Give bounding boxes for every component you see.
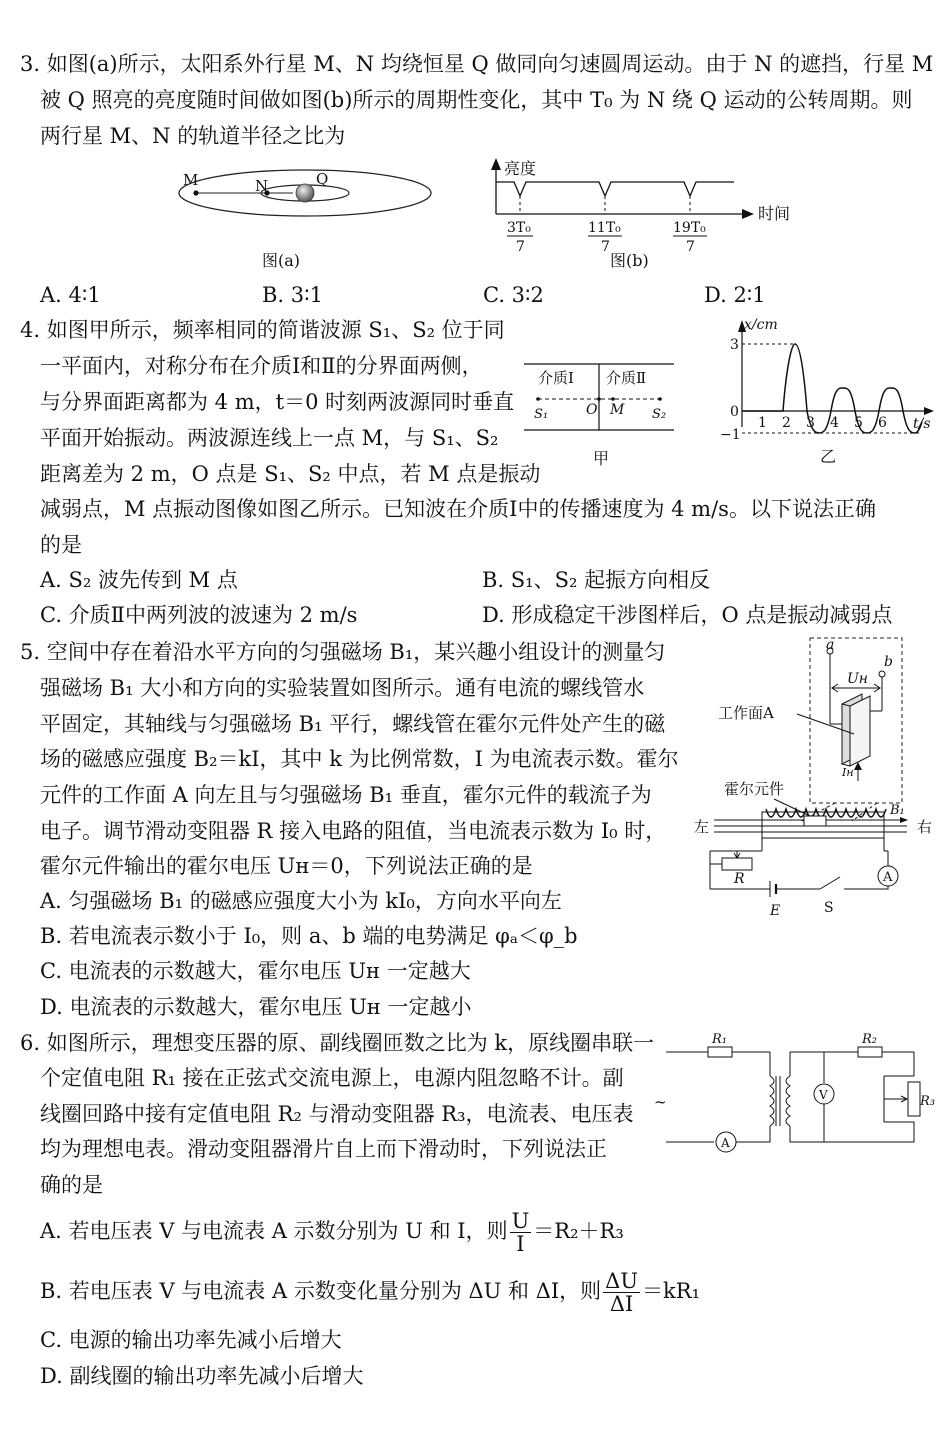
- svg-text:7: 7: [516, 239, 525, 255]
- svg-text:3: 3: [730, 337, 739, 353]
- q5-figure-hall: [692, 636, 942, 921]
- q6-option-b[interactable]: B. 若电压表 V 与电流表 A 示数变化量分别为 ΔU 和 ΔI，则 $\frac{\Delta U}{\Delta I}$ ＝kR₁: [40, 1269, 701, 1316]
- star-q: [296, 184, 314, 202]
- q5-option-c[interactable]: C. 电流表的示数越大，霍尔电压 Uн 一定越大: [40, 959, 471, 983]
- svg-text:乙: 乙: [820, 447, 837, 466]
- q4-line-3: 与分界面距离都为 4 m，t＝0 时刻两波源同时垂直: [40, 390, 515, 414]
- svg-text:1: 1: [758, 415, 767, 431]
- svg-text:19T₀: 19T₀: [673, 220, 706, 236]
- svg-text:~: ~: [654, 1093, 667, 1111]
- q4-line-7: 的是: [40, 533, 82, 557]
- q6-line-2: 个定值电阻 R₁ 接在正弦式交流电源上，电源内阻忽略不计。副: [40, 1066, 624, 1090]
- tick-3t0-7: [507, 220, 533, 255]
- svg-text:A: A: [721, 1136, 730, 1150]
- tick-11t0-7: [588, 220, 622, 255]
- fraction-u-over-i: $\frac{U}{I}$: [511, 1209, 530, 1256]
- svg-text:7: 7: [601, 239, 610, 255]
- q4-option-d[interactable]: D. 形成稳定干涉图样后，O 点是振动减弱点: [482, 603, 893, 627]
- svg-text:Iн: Iн: [842, 766, 854, 779]
- svg-text:t/s: t/s: [913, 416, 931, 432]
- q6-figure-circuit: [652, 1030, 942, 1155]
- q3-option-d[interactable]: D. 2∶1: [704, 283, 766, 307]
- q5-line-4: 场的磁感应强度 B₂＝kI，其中 k 为比例常数，I 为电流表示数。霍尔: [40, 747, 679, 771]
- svg-text:R₁: R₁: [712, 1032, 727, 1047]
- q5-option-d[interactable]: D. 电流表的示数越大，霍尔电压 Uн 一定越小: [40, 995, 472, 1019]
- q4-option-a[interactable]: A. S₂ 波先传到 M 点: [40, 568, 238, 592]
- svg-text:2: 2: [782, 415, 791, 431]
- svg-text:S₁: S₁: [534, 407, 549, 422]
- svg-text:甲: 甲: [593, 449, 610, 468]
- q3-option-c[interactable]: C. 3∶2: [483, 283, 544, 307]
- svg-text:A: A: [883, 870, 893, 885]
- q3-line-2: 被 Q 照亮的亮度随时间做如图(b)所示的周期性变化，其中 T₀ 为 N 绕 Q 运动的公转周期。则: [40, 88, 913, 112]
- q3-option-b[interactable]: B. 3∶1: [262, 283, 323, 307]
- q4-figure-jia: [522, 358, 682, 473]
- svg-text:Q: Q: [316, 170, 329, 188]
- svg-text:时间: 时间: [758, 204, 791, 223]
- svg-text:0: 0: [730, 404, 739, 420]
- q4-line-5: 距离差为 2 m，O 点是 S₁、S₂ 中点，若 M 点是振动: [40, 462, 541, 486]
- svg-text:S₂: S₂: [652, 407, 667, 422]
- svg-text:4: 4: [830, 415, 839, 431]
- q5-line-2: 强磁场 B₁ 大小和方向的实验装置如图所示。通有电流的螺线管水: [40, 676, 645, 700]
- svg-text:图(b): 图(b): [610, 251, 649, 270]
- svg-text:Uн: Uн: [847, 671, 869, 687]
- svg-text:M: M: [183, 171, 199, 189]
- svg-text:x/cm: x/cm: [744, 317, 778, 333]
- svg-text:R₃: R₃: [920, 1094, 935, 1109]
- q3-option-a[interactable]: A. 4∶1: [40, 283, 101, 307]
- svg-text:−1: −1: [720, 427, 741, 443]
- svg-text:左: 左: [694, 818, 710, 836]
- svg-text:介质Ⅱ: 介质Ⅱ: [606, 369, 647, 387]
- svg-text:M: M: [610, 402, 625, 418]
- q3-line-3: 两行星 M、N 的轨道半径之比为: [40, 124, 346, 148]
- svg-text:右: 右: [917, 818, 933, 836]
- svg-text:工作面A: 工作面A: [718, 704, 774, 722]
- q6-option-d[interactable]: D. 副线圈的输出功率先减小后增大: [40, 1364, 364, 1388]
- q3-figure-b: [480, 152, 810, 277]
- svg-text:O: O: [586, 402, 598, 418]
- q4-line-2: 一平面内，对称分布在介质Ⅰ和Ⅱ的分界面两侧，: [40, 354, 483, 378]
- svg-text:E: E: [770, 903, 781, 919]
- q6-option-c[interactable]: C. 电源的输出功率先减小后增大: [40, 1328, 342, 1352]
- q6-line-1: 6. 如图所示，理想变压器的原、副线圈匝数之比为 k，原线圈串联一: [20, 1031, 655, 1055]
- tick-19t0-7: [673, 220, 707, 255]
- svg-text:b: b: [884, 654, 893, 670]
- q6-line-4: 均为理想电表。滑动变阻器滑片自上而下滑动时，下列说法正: [40, 1137, 607, 1161]
- q4-line-4: 平面开始振动。两波源连线上一点 M，与 S₁、S₂: [40, 426, 499, 450]
- q5-line-5: 元件的工作面 A 向左且与匀强磁场 B₁ 垂直，霍尔元件的载流子为: [40, 783, 652, 807]
- svg-text:a: a: [826, 637, 835, 653]
- q4-option-b[interactable]: B. S₁、S₂ 起振方向相反: [482, 568, 711, 592]
- svg-text:3: 3: [806, 415, 815, 431]
- q4-figure-yi: [720, 312, 942, 472]
- q4-option-c[interactable]: C. 介质Ⅱ中两列波的波速为 2 m/s: [40, 603, 358, 627]
- svg-text:5: 5: [854, 415, 863, 431]
- q5-line-6: 电子。调节滑动变阻器 R 接入电路的阻值，当电流表示数为 I₀ 时，: [40, 819, 667, 843]
- q6-line-3: 线圈回路中接有定值电阻 R₂ 与滑动变阻器 R₃，电流表、电压表: [40, 1102, 634, 1126]
- q3-figure-a: [175, 165, 440, 275]
- fraction-du-over-di: $\frac{\Delta U}{\Delta I}$: [605, 1269, 639, 1316]
- svg-text:S: S: [824, 900, 834, 916]
- q5-option-b[interactable]: B. 若电流表示数小于 I₀，则 a、b 端的电势满足 φₐ＜φ_b: [40, 924, 578, 948]
- q5-line-1: 5. 空间中存在着沿水平方向的匀强磁场 B₁，某兴趣小组设计的测量匀: [20, 640, 666, 664]
- svg-text:图(a): 图(a): [262, 251, 301, 270]
- svg-text:N: N: [255, 177, 269, 195]
- svg-text:介质Ⅰ: 介质Ⅰ: [538, 369, 574, 387]
- q4-line-1: 4. 如图甲所示，频率相同的简谐波源 S₁、S₂ 位于同: [20, 318, 505, 342]
- svg-text:7: 7: [686, 239, 695, 255]
- svg-text:3T₀: 3T₀: [507, 220, 531, 236]
- svg-text:R: R: [734, 871, 745, 887]
- svg-text:B₁: B₁: [890, 803, 905, 818]
- q5-line-7: 霍尔元件输出的霍尔电压 Uн＝0，下列说法正确的是: [40, 854, 533, 878]
- q5-option-a[interactable]: A. 匀强磁场 B₁ 的磁感应强度大小为 kI₀，方向水平向左: [40, 889, 562, 913]
- q6-line-5: 确的是: [40, 1173, 103, 1197]
- svg-text:V: V: [819, 1088, 828, 1102]
- svg-text:亮度: 亮度: [504, 159, 537, 178]
- svg-text:6: 6: [878, 415, 887, 431]
- q3-line-1: 3. 如图(a)所示，太阳系外行星 M、N 均绕恒星 Q 做同向匀速圆周运动。由于 N 的遮挡，行星 M: [20, 52, 934, 76]
- q4-line-6: 减弱点，M 点振动图像如图乙所示。已知波在介质Ⅰ中的传播速度为 4 m/s。以下说法正确: [40, 497, 876, 521]
- q5-line-3: 平固定，其轴线与匀强磁场 B₁ 平行，螺线管在霍尔元件处产生的磁: [40, 712, 666, 736]
- q6-option-a[interactable]: A. 若电压表 V 与电流表 A 示数分别为 U 和 I，则 $\frac{U}{I}$ ＝R₂＋R₃: [40, 1209, 624, 1256]
- planet-m: [193, 190, 198, 195]
- svg-text:R₂: R₂: [862, 1032, 877, 1047]
- svg-text:霍尔元件: 霍尔元件: [724, 780, 785, 798]
- svg-text:11T₀: 11T₀: [588, 220, 621, 236]
